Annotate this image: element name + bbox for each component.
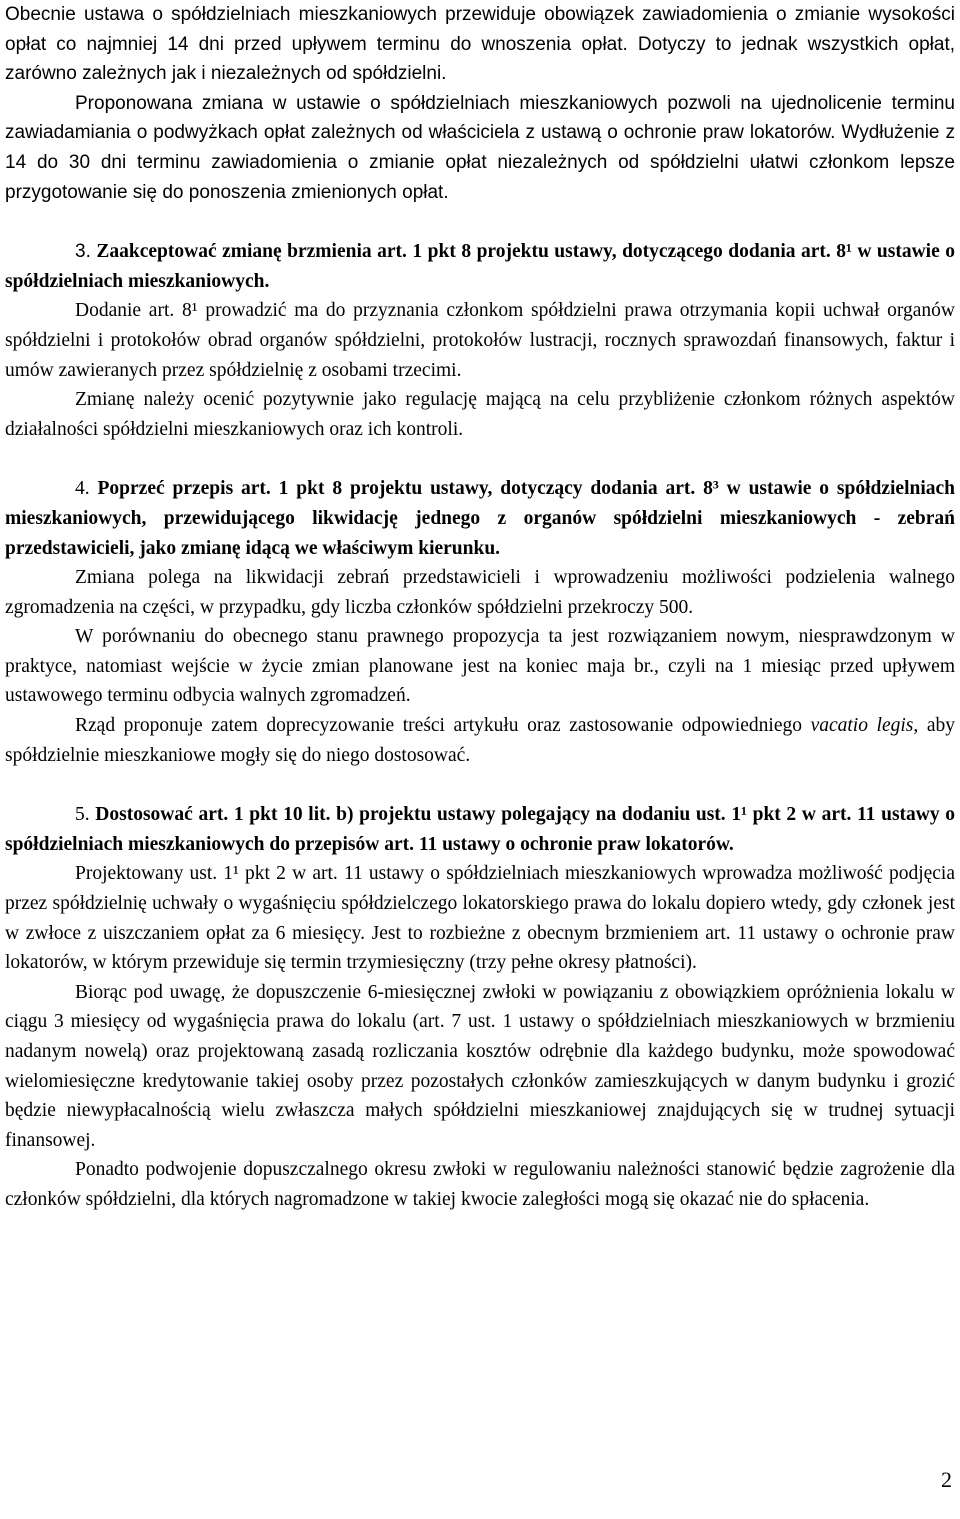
section-3-heading [5,237,955,296]
section-gap [5,444,955,474]
vacatio-legis-term: vacatio legis, [810,715,919,737]
paragraph-text: aby spółdzielnie mieszkaniowe mogły się do niego dostosować. [5,715,955,766]
paragraph-art-11: Projektowany ust. 1¹ pkt 2 w art. 11 ustawy o spółdzielniach mieszkaniowych wprowadza możliwość podjęcia przez spółdzielnię uchwały o wygaśnięciu spółdzielczego lokatorskiego prawa do lokalu dopiero wtedy, gdy członek jest w zwłoce z uiszczaniem opłat za 6 miesięcy. Jest to rozbieżne z obecnym brzmieniem art. 11 ustawy o ochronie praw lokatorów, w którym przewiduje się termin trzymiesięczny (trzy pełne okresy płatności). [5,863,955,974]
section-4-number: 4. [75,478,90,500]
paragraph-proposed-change: Proponowana zmiana w ustawie o spółdzielniach mieszkaniowych pozwoli na ujednolicenie terminu zawiadamiania o podwyżkach opłat zależnych od właściciela z ustawą o ochronie praw lokatorów. Wydłużenie z 14 do 30 dni terminu zawiadomienia o zmianie opłat niezależnych od spółdzielni ułatwi członkom lepsze przygotowanie się do ponoszenia zmienionych opłat. [5,92,955,203]
section-5-heading [5,800,955,859]
paragraph-text: Rząd proponuje zatem doprecyzowanie treści artykułu oraz zastosowanie odpowiedniego [75,715,811,737]
paragraph-comparison: W porównaniu do obecnego stanu prawnego propozycja ta jest rozwiązaniem nowym, niesprawdzonym w praktyce, natomiast wejście w życie zmian planowane jest na koniec maja br., czyli na 1 miesiąc przed upływem ustawowego terminu odbycia walnych zgromadzeń. [5,626,955,707]
paragraph-risk-analysis: Biorąc pod uwagę, że dopuszczenie 6-miesięcznej zwłoki w powiązaniu z obowiązkiem opróżnienia lokalu w ciągu 3 miesięcy od wygaśnięcia prawa do lokalu (art. 7 ust. 1 ustawy o spółdzielniach mieszkaniowych w brzmieniu nadanym nowelą) oraz projektowaną zasadą rozliczania kosztów odrębnie dla każdego budynku, może spowodować wielomiesięczne kredytowanie takiej osoby przez pozostałych członków zamieszkujących w danym budynku i grozić będzie niewypłacalnością wielu zwłaszcza małych spółdzielni mieszkaniowej znajdujących się w trudnej sytuacji finansowej. [5,981,955,1151]
paragraph-current-law: Obecnie ustawa o spółdzielniach mieszkaniowych przewiduje obowiązek zawiadomienia o zmianie wysokości opłat co najmniej 14 dni przed upływem terminu do wnoszenia opłat. Dotyczy to jednak wszystkich opłat, zarówno zależnych jak i niezależnych od spółdzielni. [5,4,955,85]
paragraph-art-8-1: Dodanie art. 8¹ prowadzić ma do przyznania członkom spółdzielni prawa otrzymania kopii uchwał organów spółdzielni i protokołów obrad organów spółdzielni, protokołów lustracji, rocznych sprawozdań finansowych, faktur i umów zawieranych przez spółdzielnię z osobami trzecimi. [5,300,955,381]
section-3-title: Zaakceptować zmianę brzmienia art. 1 pkt 8 projektu ustawy, dotyczącego dodania art. 8¹ w ustawie o spółdzielniach mieszkaniowych. [5,241,956,292]
document-page [5,0,955,1215]
section-gap [5,770,955,800]
section-5-title: Dostosować art. 1 pkt 10 lit. b) projektu ustawy polegający na dodaniu ust. 1¹ pkt 2 w art. 11 ustawy o spółdzielniach mieszkaniowych do przepisów art. 11 ustawy o ochronie praw lokatorów. [5,804,956,855]
paragraph-art-8-1-assessment: Zmianę należy ocenić pozytywnie jako regulację mającą na celu przybliżenie członkom różnych aspektów działalności spółdzielni mieszkaniowych oraz ich kontroli. [5,389,955,440]
section-3-number: 3. [75,241,91,263]
paragraph-art-8-3: Zmiana polega na likwidacji zebrań przedstawicieli i wprowadzeniu możliwości podzielenia walnego zgromadzenia na części, w przypadku, gdy liczba członków spółdzielni przekroczy 500. [5,567,955,618]
section-4-heading [5,474,955,563]
section-4-title: Poprzeć przepis art. 1 pkt 8 projektu ustawy, dotyczący dodania art. 8³ w ustawie o spółdzielniach mieszkaniowych, przewidującego likwidację jednego z organów spółdzielni mieszkaniowych - zebrań przedstawicieli, jako zmianę idącą we właściwym kierunku. [5,478,955,559]
section-5-number: 5. [75,804,90,826]
section-gap [5,207,955,237]
paragraph-government-proposal [5,711,955,770]
page-number: 2 [941,1467,952,1492]
paragraph-conclusion: Ponadto podwojenie dopuszczalnego okresu zwłoki w regulowaniu należności stanowić będzie zagrożenie dla członków spółdzielni, dla których nagromadzone w takiej kwocie zaległości mogą się okazać nie do spłacenia. [5,1159,955,1210]
